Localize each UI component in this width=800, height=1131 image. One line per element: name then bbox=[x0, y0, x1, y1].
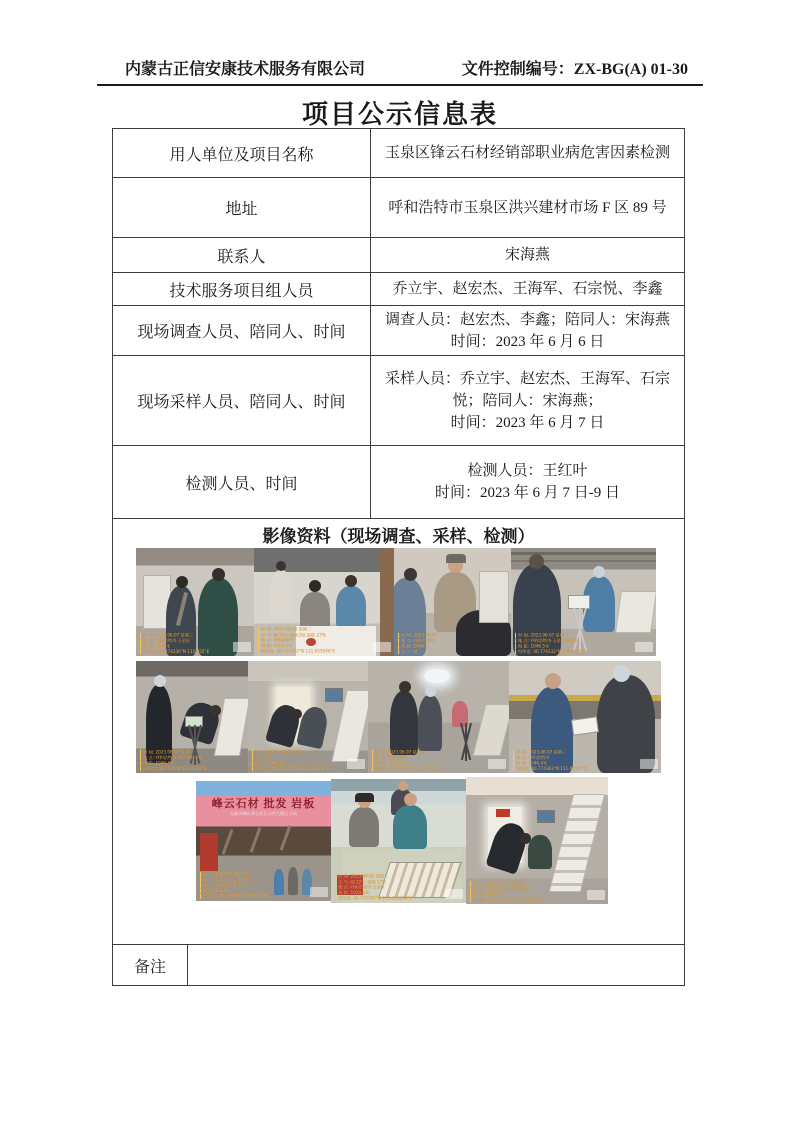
person-head bbox=[398, 781, 408, 791]
table-row bbox=[113, 356, 684, 446]
person-figure bbox=[393, 805, 427, 849]
remark-value bbox=[188, 945, 684, 985]
photo-watermark: 时 间: 2023.06.07 星期三 地 点: 呼和浩特市·玉泉区建材城 海 拔: 1046.5米 经纬度: 40.774332°N 111.655°E bbox=[515, 632, 584, 654]
person-head-masked bbox=[613, 665, 630, 682]
stone-slab-shape bbox=[474, 705, 509, 755]
remark-row bbox=[113, 945, 684, 985]
media-cell bbox=[113, 519, 684, 944]
value-line: 采样人员：乔立宇、赵宏杰、王海军、石宗悦；陪同人：宋海燕； bbox=[384, 370, 670, 409]
person-head bbox=[292, 709, 302, 719]
photo-watermark: 时 间: 2023.06.07 地 点: 呼和浩特市 海 拔: 1046米 天 气: 晴 bbox=[398, 632, 437, 654]
door-frame-shape bbox=[380, 548, 394, 656]
camera-stamp bbox=[635, 642, 653, 652]
row-value: 呼和浩特市玉泉区洪兴建材市场 F 区 89 号 bbox=[388, 199, 667, 216]
person-figure bbox=[270, 570, 292, 618]
person-head bbox=[399, 681, 411, 693]
person-figure bbox=[288, 867, 298, 895]
canopy-strut-shape bbox=[280, 825, 292, 850]
photo-sample-desk bbox=[331, 779, 466, 903]
table-row bbox=[113, 446, 684, 519]
row-value bbox=[371, 306, 684, 355]
photo-detection-doorway bbox=[466, 777, 608, 904]
person-head-masked bbox=[154, 675, 166, 687]
page-title: 项目公示信息表 bbox=[301, 100, 498, 129]
wall-panel-shape bbox=[538, 811, 554, 822]
person-head-masked bbox=[593, 566, 605, 578]
table-row bbox=[113, 238, 684, 273]
canopy-strut-shape bbox=[250, 827, 262, 852]
person-crouching-figure bbox=[528, 835, 552, 869]
person-head bbox=[345, 575, 357, 587]
media-row bbox=[113, 519, 684, 945]
person-figure bbox=[274, 869, 284, 895]
camera-stamp bbox=[587, 890, 605, 900]
stone-slab-shape bbox=[616, 592, 656, 632]
storefront-banner-text: 峰云石材 批发 岩板 bbox=[211, 798, 316, 810]
person-head bbox=[545, 673, 561, 689]
person-head bbox=[176, 576, 188, 588]
paper-shape bbox=[572, 717, 598, 734]
person-head bbox=[309, 580, 321, 592]
row-value: 宋海燕 bbox=[504, 247, 550, 263]
value-line: 调查人员：赵宏杰、李鑫；陪同人：宋海燕 bbox=[384, 311, 670, 328]
row-value bbox=[371, 446, 684, 518]
row-label: 技术服务项目组人员 bbox=[113, 273, 371, 305]
photo-watermark: 时 间: 2023.06.07 星期三 地 点: 呼和浩特市 海 拔: 1046.4米 经纬度: 40.7731°N 111.6553°E bbox=[372, 749, 439, 771]
hair-shape bbox=[355, 793, 374, 802]
photo-storefront bbox=[196, 781, 331, 901]
photo-doorway-sampling bbox=[248, 661, 368, 773]
cap-shape bbox=[446, 554, 466, 563]
photo-warehouse-survey bbox=[368, 661, 509, 773]
company-name: 内蒙古正信安康技术服务有限公司 bbox=[125, 61, 366, 78]
person-figure bbox=[349, 807, 379, 847]
wall-panel-shape bbox=[326, 689, 342, 701]
media-section-title: 影像资料（现场调查、采样、检测） bbox=[262, 527, 535, 546]
table-row bbox=[113, 306, 684, 356]
row-label: 联系人 bbox=[113, 238, 371, 272]
photo-watermark: 时 间: 2023.06.07 星期三 地 点: 呼和浩特市·洪兴建材市场 海 拔: 1046.4米 经纬度: 40.7731°N 111.6550°E bbox=[140, 749, 207, 771]
person-head bbox=[404, 568, 417, 581]
photo-survey-workshop bbox=[136, 548, 254, 656]
instrument-shape bbox=[569, 596, 589, 608]
photo-detection-tripod bbox=[511, 548, 656, 656]
red-stack-shape bbox=[200, 833, 218, 871]
camera-stamp bbox=[640, 759, 658, 769]
row-value: 玉泉区锋云石材经销部职业病危害因素检测 bbox=[384, 145, 670, 161]
photo-watermark: 时 间: 2023.06.06 星期二 天 气: 晴 22℃ 南风3级 湿度 27% 地 点: 呼和浩特市 海 拔: 1014.2米 经纬度: 40.773102°N 111.655046°E bbox=[258, 626, 335, 654]
person-figure bbox=[336, 586, 366, 628]
person-figure bbox=[418, 695, 442, 751]
person-head bbox=[210, 705, 221, 716]
photo-watermark: 时 间: 2023.06.06 星期二 天 气: 晴 22℃ 湿度 27% 地 点: 呼和浩特市·玉泉区 海 拔: 1014.6米 经纬度: 40.773767°N 111.655368°E bbox=[335, 873, 412, 901]
row-label: 检测人员、时间 bbox=[113, 446, 371, 518]
header-rule bbox=[97, 84, 703, 86]
value-line: 时间：2023 年 6 月 7 日-9 日 bbox=[435, 485, 620, 501]
red-sign-shape bbox=[496, 809, 510, 817]
ceiling-lamp-shape bbox=[424, 669, 450, 683]
camera-stamp bbox=[310, 887, 328, 897]
table-row bbox=[113, 178, 684, 238]
person-head-masked bbox=[425, 686, 436, 697]
photo-watermark: 时 间: 2023.06.09 星期五 地 点: 呼和浩特市·玉泉区·建材 海 拔: 1040.9米 经纬度: 40.774035°N 111.655353°E bbox=[470, 880, 547, 902]
stone-slab-shape bbox=[480, 572, 508, 622]
camera-stamp bbox=[347, 759, 365, 769]
photo-watermark: 时 间: 2023.06.07 星期三 天 气: 晴 海 拔: 1046.4米 经纬度: 40.771602°N 111.655363°E bbox=[252, 749, 329, 771]
storefront-banner-subtext: 无缝 科勒杜邦石英石 天然大理石 合成 bbox=[230, 811, 297, 816]
person-head bbox=[404, 793, 417, 806]
person-head bbox=[276, 561, 286, 571]
table-row bbox=[113, 273, 684, 306]
camera-stamp bbox=[233, 642, 251, 652]
photo-watermark: 时 间: 2023.06.07 星期三 地 点: 呼和浩特市·玉泉区 海 拔: 1046米 经纬度: 40.774336°N 111.655°E bbox=[140, 632, 209, 654]
photo-sampler-fitting bbox=[394, 548, 511, 656]
photo-watermark: 时 间: 2023.06.06 星期二 天 气: 晴 22℃ 湿度 27% 地 点: 呼和浩特市玉泉区 海 拔: 1014米 经纬度: 40.7731°N 111.6550°E bbox=[200, 871, 267, 899]
row-value bbox=[371, 356, 684, 445]
rack-ladder-shape bbox=[550, 795, 604, 891]
photo-document-review bbox=[509, 661, 661, 773]
camera-stamp bbox=[445, 889, 463, 899]
photo-tripod-setup bbox=[136, 661, 248, 773]
camera-stamp bbox=[373, 642, 391, 652]
value-line: 时间：2023 年 6 月 6 日 bbox=[450, 333, 605, 350]
row-label: 用人单位及项目名称 bbox=[113, 129, 371, 177]
person-figure bbox=[390, 691, 418, 755]
canopy-strut-shape bbox=[222, 829, 234, 854]
row-label: 现场调查人员、陪同人、时间 bbox=[113, 306, 371, 355]
row-value: 乔立宇、赵宏杰、王海军、石宗悦、李鑫 bbox=[392, 281, 663, 297]
camera-stamp bbox=[488, 759, 506, 769]
row-label: 地址 bbox=[113, 178, 371, 237]
photo-office-interview bbox=[254, 548, 394, 656]
row-label: 现场采样人员、陪同人、时间 bbox=[113, 356, 371, 445]
person-head bbox=[529, 554, 544, 569]
remark-label: 备注 bbox=[113, 945, 188, 985]
person-head bbox=[212, 568, 225, 581]
value-line: 检测人员：王红叶 bbox=[467, 463, 588, 479]
value-line: 时间：2023 年 6 月 7 日 bbox=[450, 414, 605, 431]
stone-slab-shape bbox=[333, 691, 368, 761]
doc-control-number: 文件控制编号：ZX-BG(A) 01-30 bbox=[461, 61, 688, 78]
table-row bbox=[113, 129, 684, 178]
info-table bbox=[112, 128, 685, 986]
photo-watermark: 时 间: 2023.06.07 星期三 地 点: 呼和浩特市 海 拔: 1046.4米 经纬度: 40.774363°N 111.65537°E bbox=[513, 749, 588, 771]
